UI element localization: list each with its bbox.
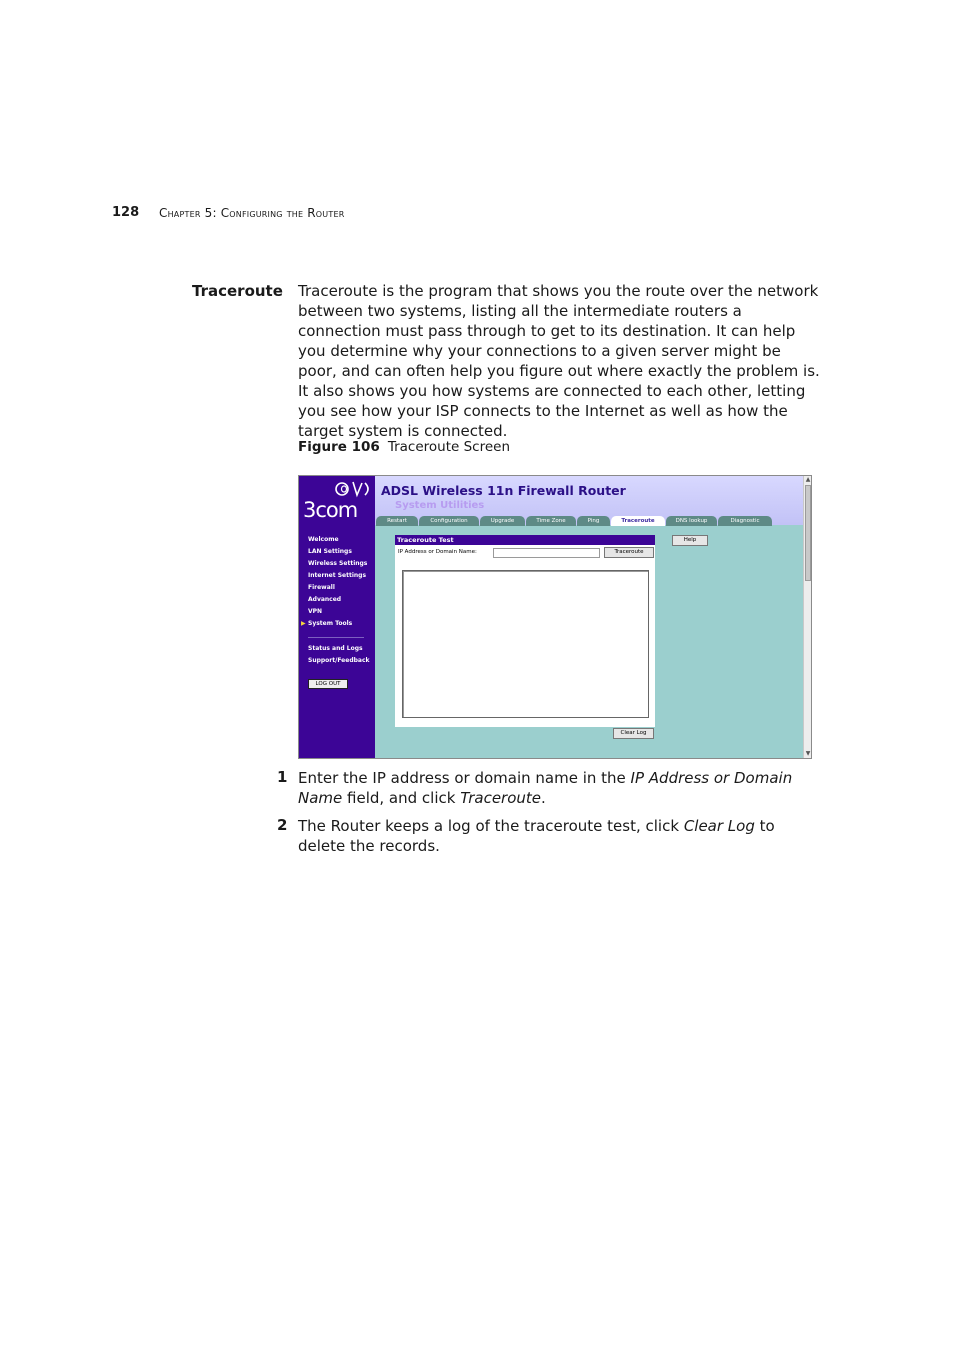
nav-lan-settings[interactable]: LAN Settings <box>308 548 352 555</box>
ip-address-label: IP Address or Domain Name: <box>398 549 477 555</box>
3com-logo-icon <box>331 479 375 499</box>
scroll-down-arrow-icon[interactable]: ▼ <box>805 750 811 757</box>
step-2-number: 2 <box>277 816 288 834</box>
nav-internet-settings[interactable]: Internet Settings <box>308 572 367 579</box>
router-header <box>375 476 803 525</box>
nav-support-feedback[interactable]: Support/Feedback <box>308 657 370 664</box>
figure-caption <box>298 439 510 455</box>
page-number: 128 <box>112 205 140 220</box>
tab-configuration[interactable]: Configuration <box>419 516 479 526</box>
clear-log-button[interactable]: Clear Log <box>613 728 654 739</box>
router-subtitle: System Utilities <box>395 500 485 511</box>
router-screenshot <box>298 475 812 759</box>
traceroute-panel <box>395 535 655 727</box>
figure-title: Traceroute Screen <box>387 439 511 455</box>
3com-logo: 3com <box>303 498 358 522</box>
scroll-thumb[interactable] <box>805 485 811 581</box>
nav-divider <box>308 637 364 638</box>
scroll-up-arrow-icon[interactable]: ▲ <box>805 476 811 483</box>
step-2-text: The Router keeps a log of the traceroute test, click Clear Log to delete the records. <box>298 817 775 855</box>
nav-system-tools[interactable]: System Tools <box>308 620 353 627</box>
nav-vpn[interactable]: VPN <box>308 608 323 615</box>
tab-upgrade[interactable]: Upgrade <box>480 516 525 526</box>
traceroute-button[interactable]: Traceroute <box>604 547 654 558</box>
nav-wireless-settings[interactable]: Wireless Settings <box>308 560 368 567</box>
nav-firewall[interactable]: Firewall <box>308 584 335 591</box>
step-1-number: 1 <box>277 768 288 786</box>
figure-label: Figure 106 <box>298 439 380 455</box>
logout-button[interactable]: LOG OUT <box>308 679 348 689</box>
tab-restart[interactable]: Restart <box>376 516 418 526</box>
router-sidebar <box>299 476 375 759</box>
nav-status-and-logs[interactable]: Status and Logs <box>308 645 363 652</box>
nav-advanced[interactable]: Advanced <box>308 596 342 603</box>
traceroute-log-textarea[interactable] <box>402 570 649 718</box>
nav-welcome[interactable]: Welcome <box>308 536 339 543</box>
help-button[interactable]: Help <box>672 535 708 546</box>
traceroute-panel-title: Traceroute Test <box>395 535 655 545</box>
router-scrollbar[interactable] <box>803 476 812 759</box>
tab-diagnostic[interactable]: Diagnostic <box>718 516 772 526</box>
router-title: ADSL Wireless 11n Firewall Router <box>381 483 626 498</box>
nav-active-arrow-icon: ▶ <box>301 620 306 627</box>
tab-ping[interactable]: Ping <box>577 516 610 526</box>
body-paragraph: Traceroute is the program that shows you the route over the network between two systems, listing all the intermediate routers a connection must pass through to get to its destination. It can help you determine why your connections to a given server might be poor, and can often help you figure out where exactly the problem is. It also shows you how systems are connected to each other, letting you see how your ISP connects to the Internet as well as how the target system is connected. <box>298 282 820 440</box>
tab-time-zone[interactable]: Time Zone <box>526 516 576 526</box>
ip-address-input[interactable] <box>493 548 600 558</box>
step-1-text: Enter the IP address or domain name in the IP Address or Domain Name field, and click Traceroute. <box>298 769 793 807</box>
tab-dns-lookup[interactable]: DNS lookup <box>666 516 717 526</box>
chapter-header: Chapter 5: Configuring the Router <box>159 206 345 220</box>
tab-traceroute[interactable]: Traceroute <box>611 516 665 526</box>
section-heading: Traceroute <box>192 282 283 300</box>
